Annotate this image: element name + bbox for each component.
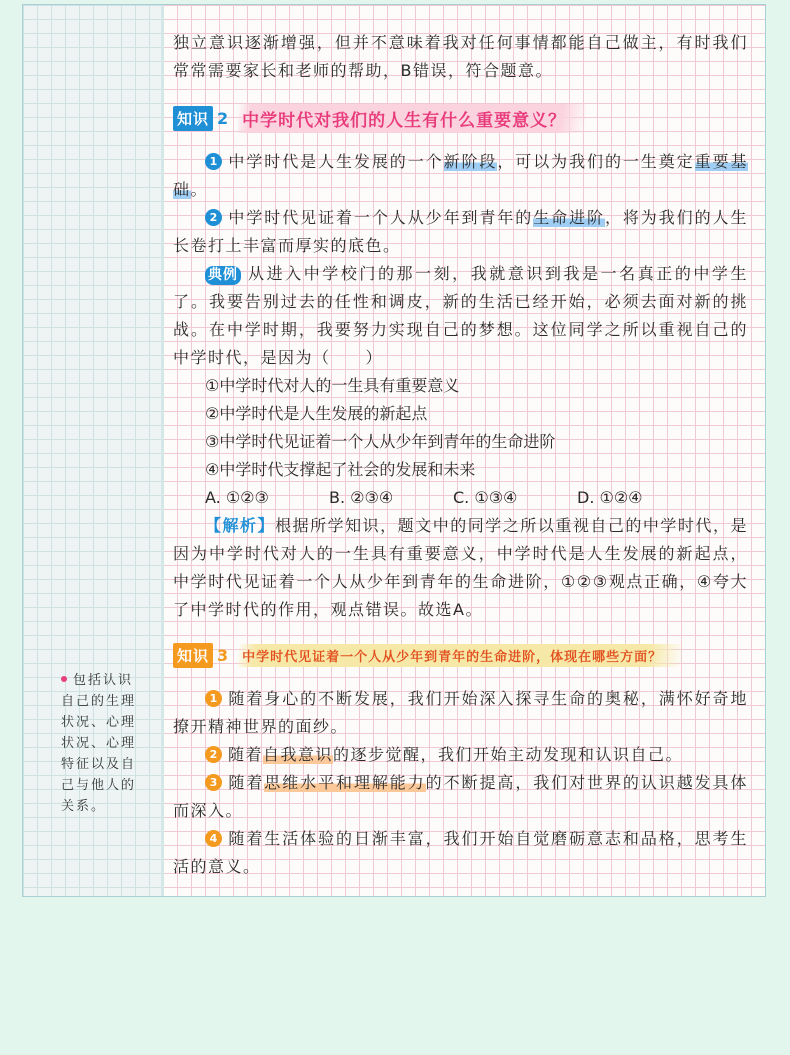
number-badge: 2 bbox=[205, 746, 222, 763]
analysis-label: 【解析】 bbox=[205, 516, 276, 535]
number-badge: 2 bbox=[205, 209, 222, 226]
margin-column bbox=[23, 5, 164, 896]
statement-1: ①中学时代对人的一生具有重要意义 bbox=[205, 376, 460, 395]
number-badge: 1 bbox=[205, 153, 222, 170]
knowledge-tag: 知识 bbox=[173, 106, 213, 131]
analysis-paragraph: 【解析】根据所学知识，题文中的同学之所以重视自己的中学时代，是因为中学时代对人的一生具有重要意义，中学时代是人生发展的新起点，中学时代见证着一个人从少年到青年的生命进阶，①②③观点正确，④夸大了中学时代的作用，观点错误。故选A。 bbox=[173, 516, 748, 619]
example-question: 典例 从进入中学校门的那一刻，我就意识到我是一名真正的中学生了。我要告别过去的任性和调皮，新的生活已经开始，必须去面对新的挑战。在中学时期，我要努力实现自己的梦想。这位同学之所以重视自己的中学时代，是因为（ ） bbox=[173, 264, 748, 367]
section2-heading bbox=[173, 104, 586, 132]
highlight: 生命进阶 bbox=[533, 208, 605, 227]
option-d: D. ①②④ bbox=[577, 488, 643, 507]
highlight: 重要基础 bbox=[173, 152, 748, 199]
number-badge: 3 bbox=[205, 774, 222, 791]
section-number: 2 bbox=[217, 108, 229, 128]
section3-point1: 1 随着身心的不断发展，我们开始深入探寻生命的奥秘，满怀好奇地撩开精神世界的面纱。 bbox=[173, 689, 748, 736]
side-note-text: 包括认识自己的生理状况、心理状况、心理特征以及自己与他人的关系。 bbox=[61, 673, 137, 814]
notebook-page bbox=[22, 4, 766, 897]
highlight: 新阶段 bbox=[443, 152, 498, 171]
bullet-dot-icon bbox=[61, 676, 67, 682]
example-tag: 典例 bbox=[205, 266, 241, 285]
section3-point3: 3 随着思维水平和理解能力的不断提高，我们对世界的认识越发具体而深入。 bbox=[173, 773, 748, 820]
section3-point4: 4 随着生活体验的日渐丰富，我们开始自觉磨砺意志和品格，思考生活的意义。 bbox=[173, 829, 748, 876]
section-number: 3 bbox=[217, 645, 229, 665]
section2-point1: 1 中学时代是人生发展的一个新阶段，可以为我们的一生奠定重要基础。 bbox=[173, 152, 748, 199]
highlight: 思维水平和理解能力 bbox=[264, 773, 426, 792]
section-title: 中学时代对我们的人生有什么重要意义？ bbox=[238, 104, 586, 133]
knowledge-tag: 知识 bbox=[173, 643, 213, 668]
option-b: B. ②③④ bbox=[329, 488, 394, 507]
section-title: 中学时代见证着一个人从少年到青年的生命进阶，体现在哪些方面？ bbox=[238, 644, 682, 667]
statement-2: ②中学时代是人生发展的新起点 bbox=[205, 404, 428, 423]
number-badge: 1 bbox=[205, 690, 222, 707]
answer-options bbox=[205, 484, 745, 512]
section2-point2: 2 中学时代见证着一个人从少年到青年的生命进阶，将为我们的人生长卷打上丰富而厚实的底色。 bbox=[173, 208, 748, 255]
option-c: C. ①③④ bbox=[453, 488, 518, 507]
statement-3: ③中学时代见证着一个人从少年到青年的生命进阶 bbox=[205, 432, 556, 451]
highlight: 自我意识 bbox=[263, 745, 334, 764]
option-a: A. ①②③ bbox=[205, 488, 269, 507]
number-badge: 4 bbox=[205, 830, 222, 847]
top-paragraph: 独立意识逐渐增强，但并不意味着我对任何事情都能自己做主，有时我们常常需要家长和老师的帮助，B错误，符合题意。 bbox=[173, 33, 748, 80]
statement-4: ④中学时代支撑起了社会的发展和未来 bbox=[205, 460, 476, 479]
side-note bbox=[61, 670, 147, 817]
section3-heading bbox=[173, 641, 682, 669]
section3-point2: 2 随着自我意识的逐步觉醒，我们开始主动发现和认识自己。 bbox=[173, 741, 748, 769]
